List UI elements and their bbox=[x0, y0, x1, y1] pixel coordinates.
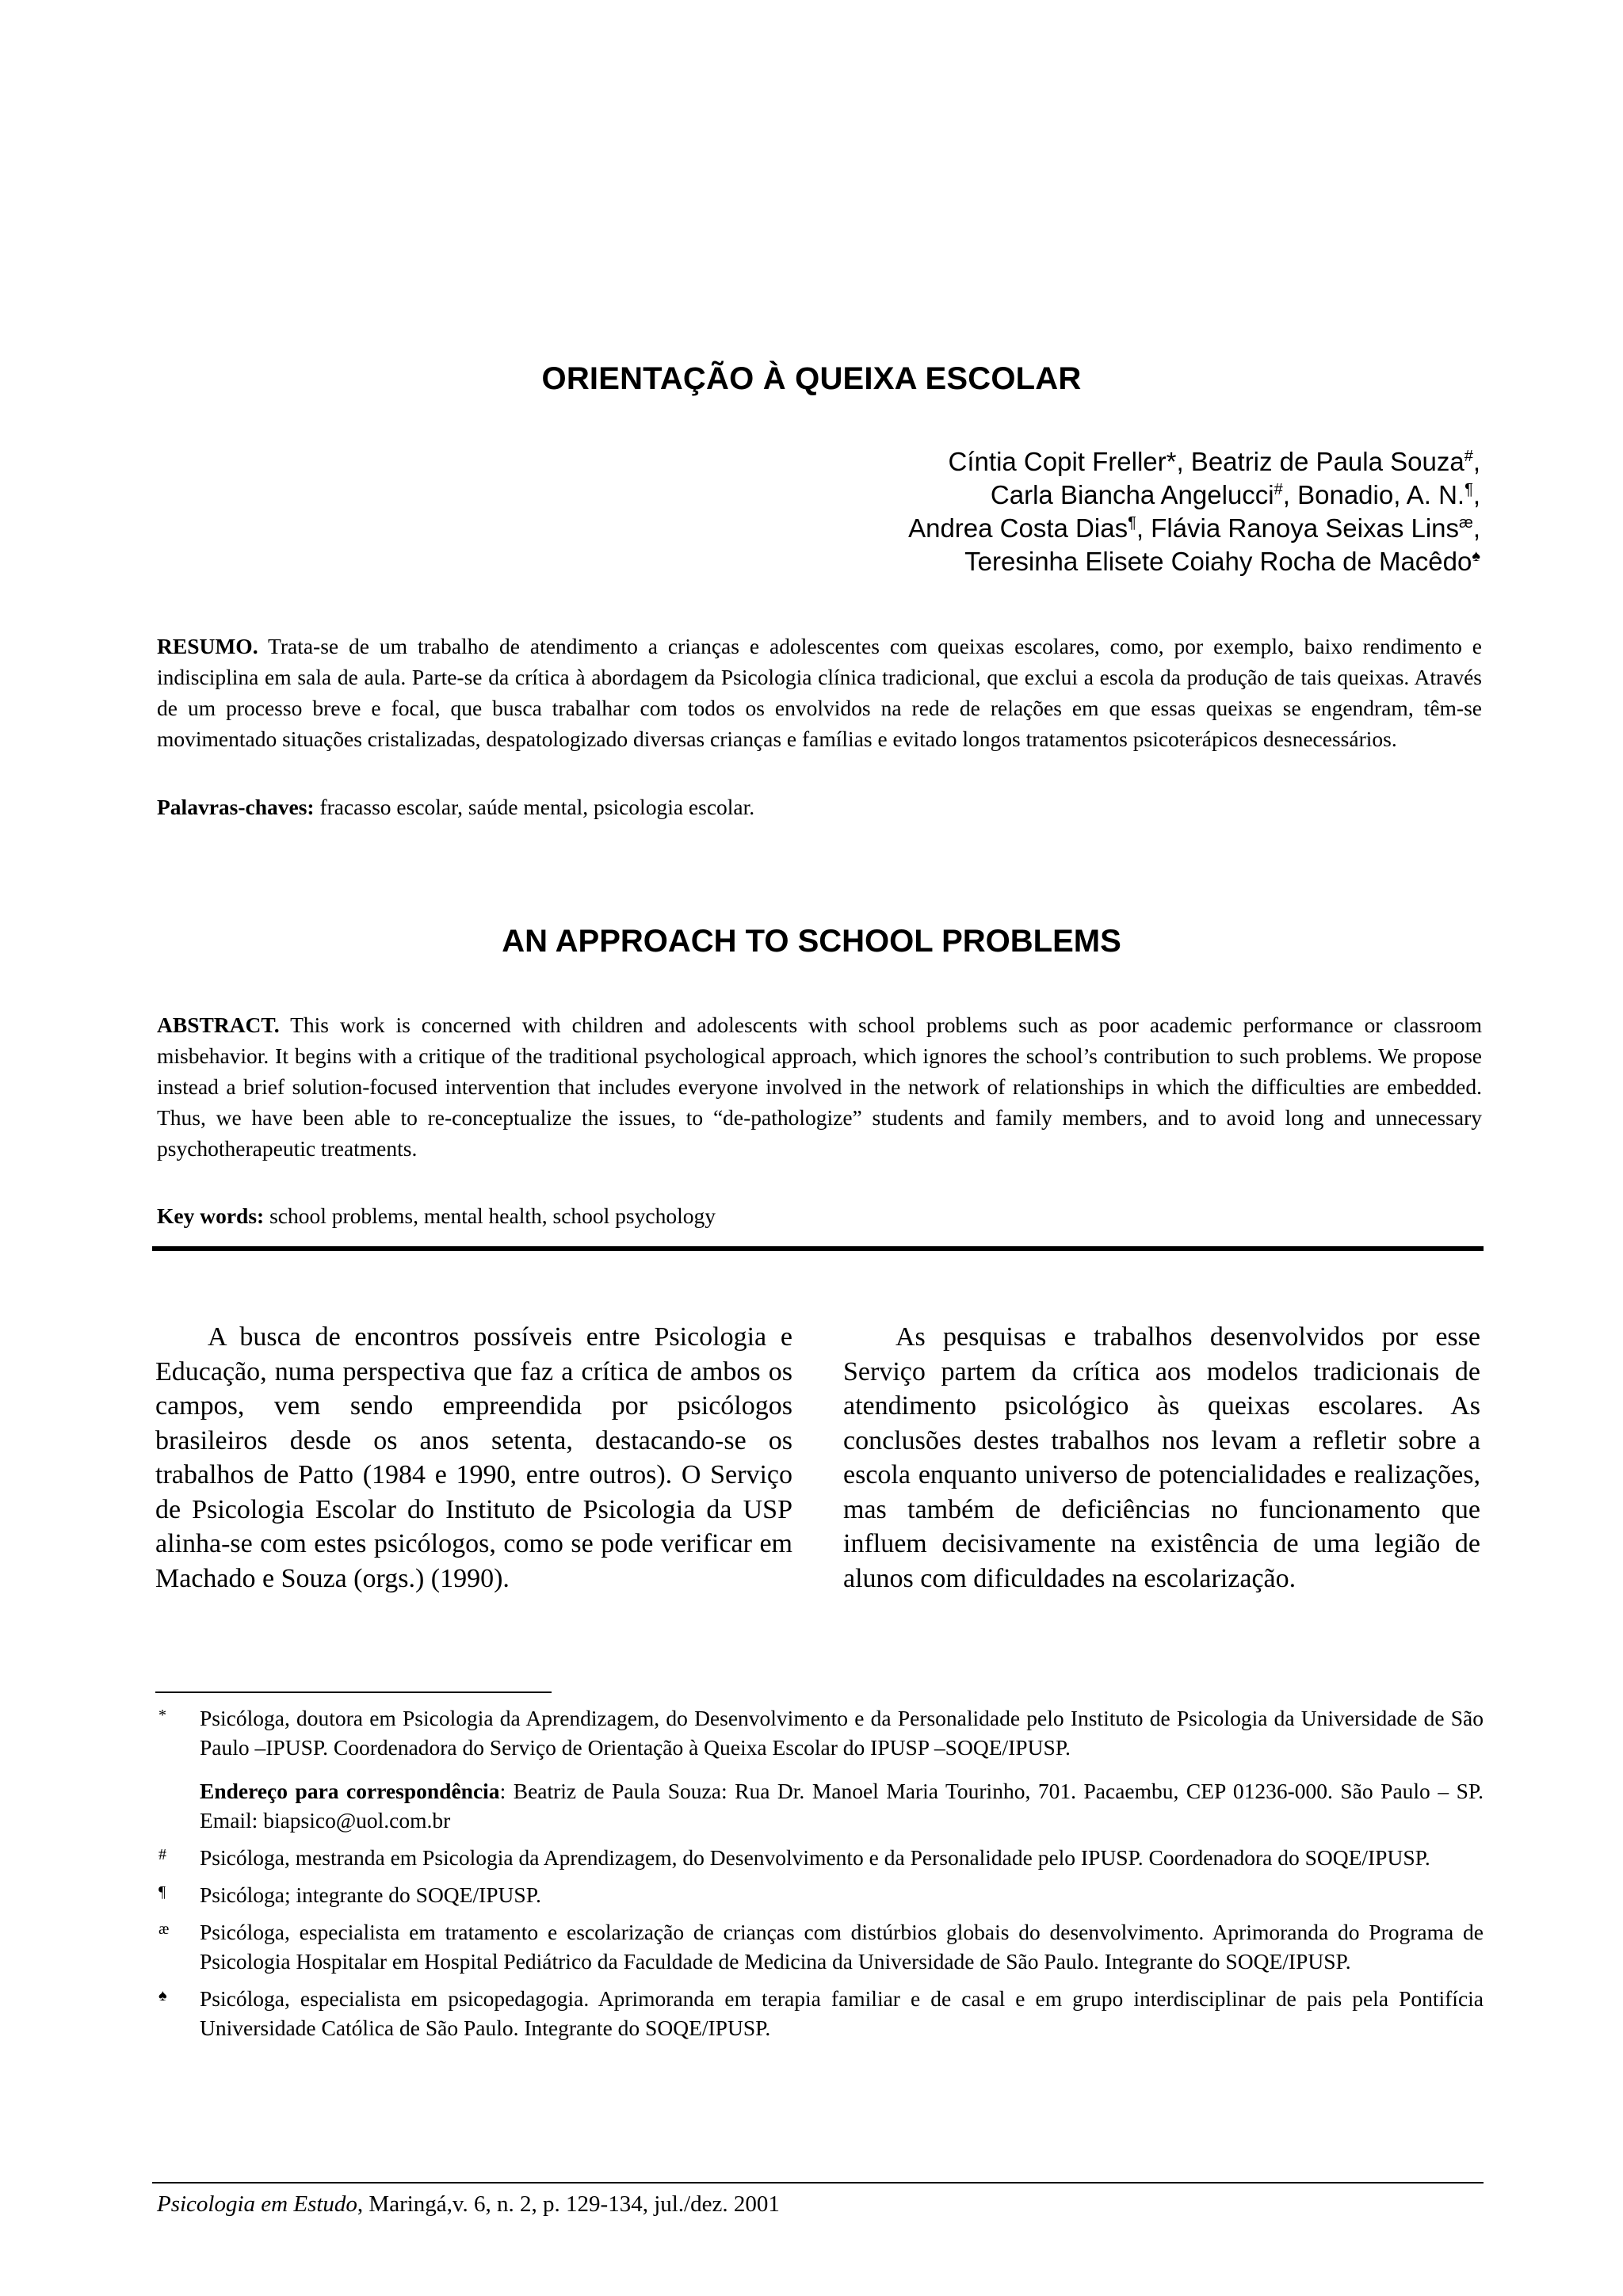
body-paragraph: A busca de encontros possíveis entre Psicologia e Educação, numa perspectiva que faz a crítica de ambos os campos, vem sendo empreendida por psicólogos brasileiros desde os anos setenta, destacando-se os trabalhos de Patto (1984 e 1990, entre outros). O Serviço de Psicologia Escolar do Instituto de Psicologia da USP alinha-se com estes psicólogos, como se pode verificar em Machado e Souza (orgs.) (1990). bbox=[155, 1322, 792, 1593]
resumo-paragraph bbox=[157, 631, 1482, 754]
author-line-1: Cíntia Copit Freller*, Beatriz de Paula Souza#, bbox=[948, 447, 1480, 476]
body-column-left bbox=[155, 1320, 792, 1596]
resumo-text: Trata-se de um trabalho de atendimento a crianças e adolescentes com queixas escolares, como, por exemplo, baixo rendimento e indisciplina em sala de aula. Parte-se da crítica à abordagem da Psicologia clínica tradicional, que exclui a escola da produção de tais queixas. Através de um processo breve e focal, que busca trabalhar com todos os envolvidos na rede de relações em que essas queixas se engendram, têm-se movimentado situações cristalizadas, despatologizado diversas crianças e famílias e evitado longos tratamentos psicoterápicos desnecessários. bbox=[157, 634, 1482, 751]
footer-divider bbox=[152, 2182, 1484, 2183]
author-line-2: Carla Biancha Angelucci#, Bonadio, A. N.¶, bbox=[990, 480, 1480, 509]
abstract-keywords: Key words: school problems, mental health, school psychology bbox=[157, 1203, 716, 1228]
journal-name: Psicologia em Estudo bbox=[157, 2191, 357, 2217]
footnote: ♠ Psicóloga, especialista em psicopedagogia. Aprimoranda em terapia familiar e de casal e em grupo interdisciplinar de pais pela Pontifícia Universidade Católica de São Paulo. Integrante do SOQE/IPUSP. bbox=[158, 1986, 1484, 2040]
footnotes bbox=[155, 1703, 1484, 2050]
journal-citation bbox=[157, 2191, 780, 2218]
journal-details: , Maringá,v. 6, n. 2, p. 129-134, jul./dez. 2001 bbox=[357, 2191, 780, 2217]
section-divider bbox=[152, 1246, 1484, 1251]
footnote-address: Endereço para correspondência: Beatriz de Paula Souza: Rua Dr. Manoel Maria Tourinho, 701. Pacaembu, CEP 01236-000. São Paulo – SP. Email: biapsico@uol.com.br bbox=[200, 1779, 1484, 1833]
footnote: æ Psicóloga, especialista em tratamento e escolarização de crianças com distúrbios globais do desenvolvimento. Aprimoranda do Programa de Psicologia Hospitalar em Hospital Pediátrico da Faculdade de Medicina da Universidade de São Paulo. Integrante do SOQE/IPUSP. bbox=[158, 1920, 1484, 1974]
footnote-divider bbox=[155, 1691, 552, 1693]
author-line-3: Andrea Costa Dias¶, Flávia Ranoya Seixas Lins$^æ$, bbox=[908, 513, 1480, 543]
resumo-label: RESUMO. bbox=[157, 634, 258, 658]
abstract-paragraph bbox=[157, 1009, 1482, 1164]
body-column-right bbox=[843, 1320, 1480, 1596]
abstract-label: ABSTRACT. bbox=[157, 1013, 280, 1037]
author-list bbox=[908, 445, 1480, 578]
body-paragraph: As pesquisas e trabalhos desenvolvidos por esse Serviço partem da crítica aos modelos tradicionais de atendimento psicológico às queixas escolares. As conclusões destes trabalhos nos levam a refletir sobre a escola enquanto universo de potencialidades e realizações, mas também de deficiências no funcionamento que influem decisivamente na existência de uma legião de alunos com dificuldades na escolarização. bbox=[843, 1322, 1480, 1593]
article-title: ORIENTAÇÃO À QUEIXA ESCOLAR bbox=[541, 361, 1082, 396]
footnote: ¶ Psicóloga; integrante do SOQE/IPUSP. bbox=[158, 1882, 541, 1907]
author-line-4: Teresinha Elisete Coiahy Rocha de Macêdo♠ bbox=[964, 547, 1480, 576]
english-title: AN APPROACH TO SCHOOL PROBLEMS bbox=[502, 924, 1121, 959]
resumo-keywords: Palavras-chaves: fracasso escolar, saúde mental, psicologia escolar. bbox=[157, 795, 755, 819]
footnote: * Psicóloga, doutora em Psicologia da Aprendizagem, do Desenvolvimento e da Personalidade pelo Instituto de Psicologia da Universidade de São Paulo –IPUSP. Coordenadora do Serviço de Orientação à Queixa Escolar do IPUSP –SOQE/IPUSP. bbox=[158, 1706, 1484, 1760]
footnote: # Psicóloga, mestranda em Psicologia da Aprendizagem, do Desenvolvimento e da Personalidade pelo IPUSP. Coordenadora do SOQE/IPUSP. bbox=[158, 1845, 1430, 1870]
abstract-text: This work is concerned with children and adolescents with school problems such as poor academic performance or classroom misbehavior. It begins with a critique of the traditional psychological approach, which ignores the school’s contribution to such problems. We propose instead a brief solution-focused intervention that includes everyone involved in the network of relationships in which the difficulties are embedded. Thus, we have been able to re-conceptualize the issues, to “de-pathologize” students and family members, and to avoid long and unnecessary psychotherapeutic treatments. bbox=[157, 1013, 1482, 1161]
